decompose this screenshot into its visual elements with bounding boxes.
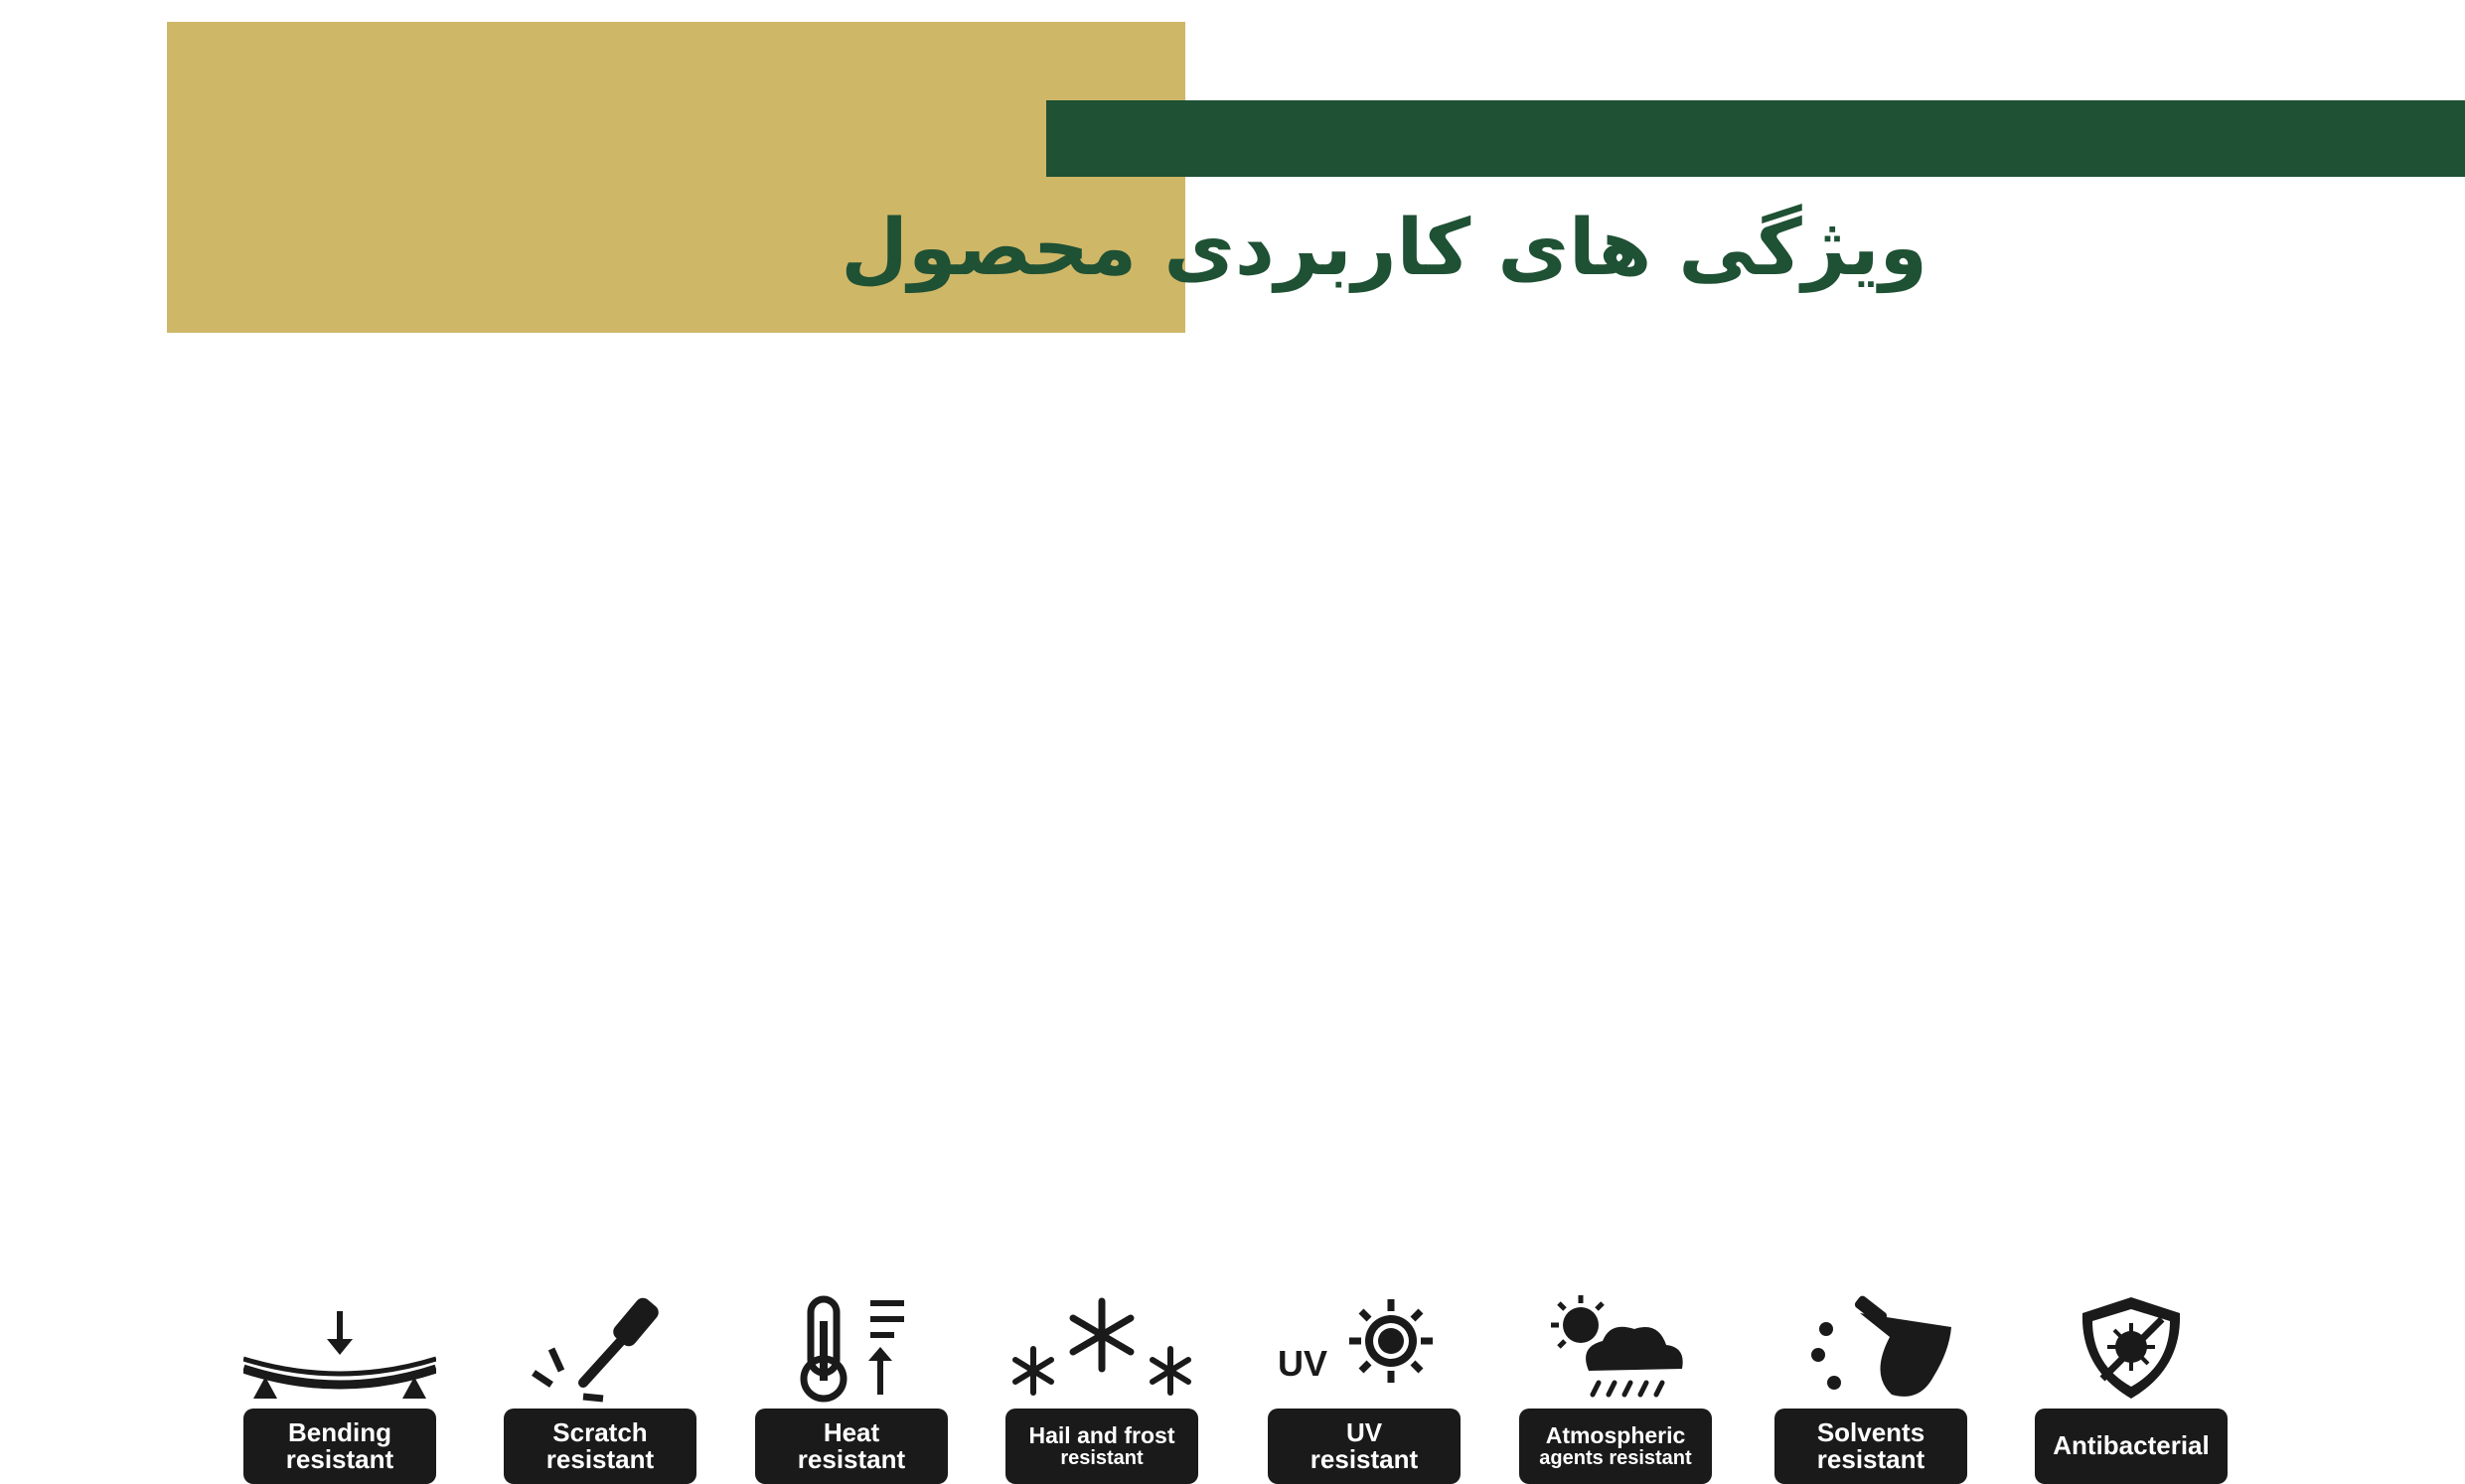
badge-bending (243, 1291, 436, 1474)
badge-heat (755, 1291, 948, 1474)
weather-icon (1519, 1291, 1712, 1409)
page-title: ویژگی های کاربردی محصول (841, 204, 1927, 293)
heat-icon (755, 1291, 948, 1409)
scratch-icon (504, 1291, 696, 1409)
badge-label: Heat resistant (755, 1409, 948, 1484)
badge-solvents (1774, 1291, 1967, 1474)
uv-icon-text: UV (1278, 1343, 1328, 1384)
snowflake-icon (1005, 1291, 1198, 1409)
badge-label: Antibacterial (2035, 1409, 2228, 1484)
badge-label: Solvents resistant (1774, 1409, 1967, 1484)
badge-label: Atmospheric agents resistant (1519, 1409, 1712, 1484)
shield-icon (2035, 1291, 2228, 1409)
badge-hail-frost (1005, 1291, 1198, 1469)
badge-label: Hail and frost resistant (1005, 1409, 1198, 1484)
header-green-bar (1046, 100, 2465, 177)
bending-icon (243, 1291, 436, 1409)
badge-uv (1268, 1291, 1461, 1474)
badge-label: Scratch resistant (504, 1409, 696, 1484)
badge-scratch (504, 1291, 696, 1474)
badge-atmospheric (1519, 1291, 1712, 1469)
badge-antibacterial (2035, 1291, 2228, 1461)
flask-icon (1774, 1291, 1967, 1409)
badge-label: UV resistant (1268, 1409, 1461, 1484)
badge-label: Bending resistant (243, 1409, 436, 1484)
